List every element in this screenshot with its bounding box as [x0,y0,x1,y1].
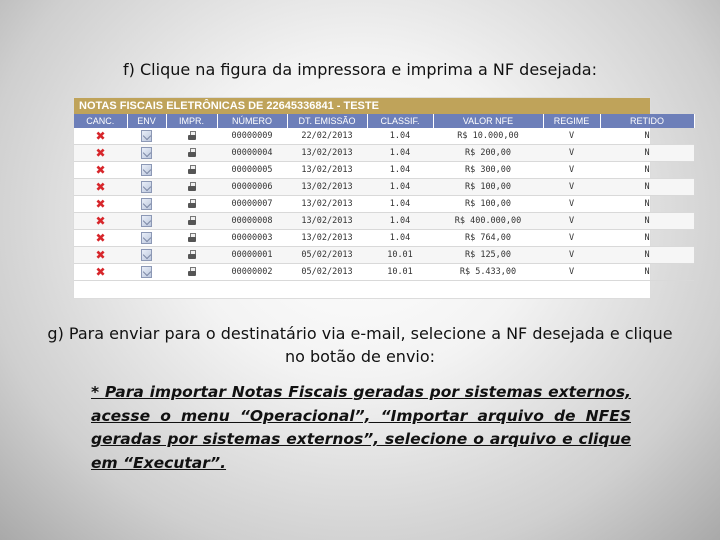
cancel-cell [74,230,127,247]
table-row [74,162,694,179]
valor-cell: R$ 10.000,00 [433,128,543,145]
printer-icon[interactable] [188,182,196,191]
retido-cell: N [600,145,694,162]
classif-cell: 10.01 [367,247,433,264]
cancel-x-icon[interactable]: ✖ [95,180,106,194]
classif-cell: 1.04 [367,128,433,145]
regime-cell: V [543,264,600,281]
valor-cell: R$ 300,00 [433,162,543,179]
numero-cell: 00000009 [217,128,287,145]
env-cell [127,196,166,213]
env-cell [127,128,166,145]
table-row [74,230,694,247]
email-send-icon[interactable] [141,232,152,244]
cancel-x-icon[interactable]: ✖ [95,214,106,228]
valor-cell: R$ 100,00 [433,196,543,213]
dt-emissao-cell: 13/02/2013 [287,230,367,247]
cancel-cell [74,162,127,179]
column-header[interactable]: IMPR. [166,114,217,128]
classif-cell: 1.04 [367,230,433,247]
cancel-x-icon[interactable]: ✖ [95,129,106,143]
print-cell [166,247,217,264]
print-cell [166,128,217,145]
regime-cell: V [543,128,600,145]
nf-table [74,114,695,281]
dt-emissao-cell: 13/02/2013 [287,145,367,162]
valor-cell: R$ 200,00 [433,145,543,162]
instruction-step-g: g) Para enviar para o destinatário via e-mail, selecione a NF desejada e clique no botão de envio: [47,324,673,366]
cancel-x-icon[interactable]: ✖ [95,265,106,279]
dt-emissao-cell: 13/02/2013 [287,213,367,230]
cancel-x-icon[interactable]: ✖ [95,146,106,160]
print-cell [166,230,217,247]
table-row [74,179,694,196]
column-header[interactable]: VALOR NFE [433,114,543,128]
regime-cell: V [543,230,600,247]
env-cell [127,162,166,179]
numero-cell: 00000008 [217,213,287,230]
print-cell [166,213,217,230]
table-row [74,247,694,264]
numero-cell: 00000006 [217,179,287,196]
print-cell [166,179,217,196]
column-header[interactable]: RETIDO [600,114,694,128]
column-header[interactable]: NÚMERO [217,114,287,128]
regime-cell: V [543,247,600,264]
numero-cell: 00000002 [217,264,287,281]
cancel-cell [74,264,127,281]
regime-cell: V [543,179,600,196]
cancel-cell [74,179,127,196]
cancel-cell [74,145,127,162]
regime-cell: V [543,196,600,213]
column-header[interactable]: DT. EMISSÃO [287,114,367,128]
email-send-icon[interactable] [141,181,152,193]
retido-cell: N [600,247,694,264]
column-header[interactable]: ENV [127,114,166,128]
dt-emissao-cell: 13/02/2013 [287,179,367,196]
dt-emissao-cell: 05/02/2013 [287,264,367,281]
table-body [74,128,694,281]
printer-icon[interactable] [188,165,196,174]
cancel-cell [74,213,127,230]
valor-cell: R$ 125,00 [433,247,543,264]
valor-cell: R$ 764,00 [433,230,543,247]
email-send-icon[interactable] [141,249,152,261]
env-cell [127,230,166,247]
table-row [74,128,694,145]
import-note: * Para importar Notas Fiscais geradas por sistemas externos, acesse o menu “Operacional”, “Importar arquivo de NFES geradas por sistemas externos”, selecione o arquivo e clique em “Executar”. [91,383,631,472]
column-header[interactable]: REGIME [543,114,600,128]
email-send-icon[interactable] [141,215,152,227]
classif-cell: 1.04 [367,162,433,179]
printer-icon[interactable] [188,233,196,242]
table-header-row [74,114,694,128]
email-send-icon[interactable] [141,266,152,278]
table-row [74,213,694,230]
numero-cell: 00000001 [217,247,287,264]
column-header[interactable]: CANC. [74,114,127,128]
valor-cell: R$ 100,00 [433,179,543,196]
regime-cell: V [543,162,600,179]
email-send-icon[interactable] [141,130,152,142]
dt-emissao-cell: 13/02/2013 [287,162,367,179]
printer-icon[interactable] [188,148,196,157]
cancel-cell [74,247,127,264]
valor-cell: R$ 5.433,00 [433,264,543,281]
dt-emissao-cell: 22/02/2013 [287,128,367,145]
printer-icon[interactable] [188,250,196,259]
print-cell [166,196,217,213]
print-cell [166,145,217,162]
table-row [74,196,694,213]
classif-cell: 1.04 [367,179,433,196]
regime-cell: V [543,145,600,162]
env-cell [127,179,166,196]
retido-cell: N [600,213,694,230]
table-row [74,264,694,281]
regime-cell: V [543,213,600,230]
nf-panel-title: NOTAS FISCAIS ELETRÔNICAS DE 22645336841 - TESTE [74,98,650,114]
env-cell [127,145,166,162]
email-send-icon[interactable] [141,164,152,176]
cancel-cell [74,196,127,213]
classif-cell: 1.04 [367,145,433,162]
numero-cell: 00000007 [217,196,287,213]
table-row [74,145,694,162]
cancel-x-icon[interactable]: ✖ [95,231,106,245]
classif-cell: 10.01 [367,264,433,281]
cancel-x-icon[interactable]: ✖ [95,197,106,211]
classif-cell: 1.04 [367,196,433,213]
numero-cell: 00000003 [217,230,287,247]
email-send-icon[interactable] [141,147,152,159]
printer-icon[interactable] [188,216,196,225]
printer-icon[interactable] [188,199,196,208]
printer-icon[interactable] [188,131,196,140]
print-cell [166,264,217,281]
print-cell [166,162,217,179]
nf-list-panel [73,97,664,299]
column-header[interactable]: CLASSIF. [367,114,433,128]
retido-cell: N [600,196,694,213]
classif-cell: 1.04 [367,213,433,230]
cancel-x-icon[interactable]: ✖ [95,248,106,262]
env-cell [127,213,166,230]
retido-cell: N [600,128,694,145]
printer-icon[interactable] [188,267,196,276]
env-cell [127,264,166,281]
dt-emissao-cell: 05/02/2013 [287,247,367,264]
retido-cell: N [600,264,694,281]
valor-cell: R$ 400.000,00 [433,213,543,230]
numero-cell: 00000005 [217,162,287,179]
cancel-x-icon[interactable]: ✖ [95,163,106,177]
cancel-cell [74,128,127,145]
retido-cell: N [600,230,694,247]
instruction-step-f: f) Clique na figura da impressora e imprima a NF desejada: [123,60,597,79]
email-send-icon[interactable] [141,198,152,210]
env-cell [127,247,166,264]
retido-cell: N [600,179,694,196]
dt-emissao-cell: 13/02/2013 [287,196,367,213]
retido-cell: N [600,162,694,179]
numero-cell: 00000004 [217,145,287,162]
